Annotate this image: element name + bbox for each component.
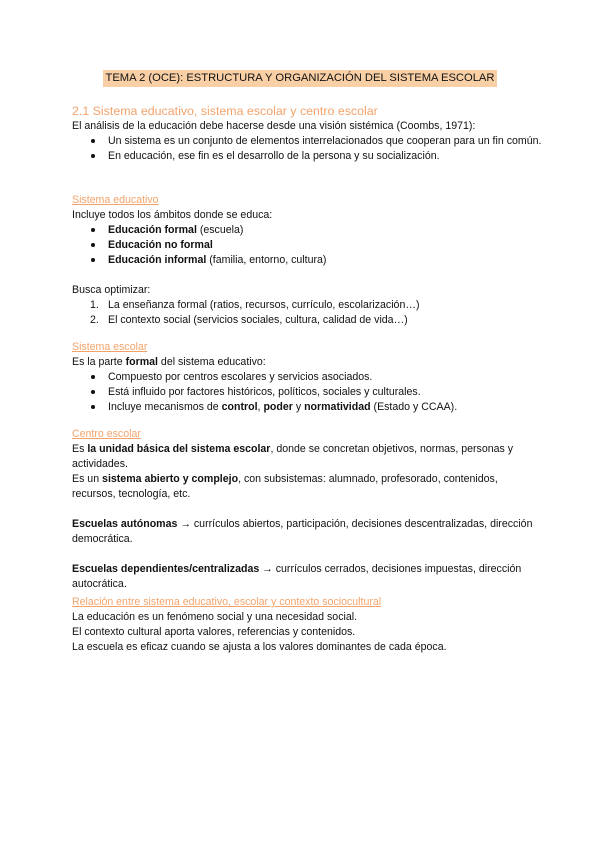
sistema-escolar-section bbox=[72, 340, 542, 415]
relacion-section bbox=[72, 595, 542, 655]
list-item: Incluye mecanismos de control, poder y normatividad (Estado y CCAA). bbox=[72, 400, 542, 415]
subsection-heading: Sistema escolar bbox=[72, 341, 148, 353]
paragraph: Es un sistema abierto y complejo, con subsistemas: alumnado, profesorado, contenidos, recursos, tecnología, etc. bbox=[72, 473, 498, 500]
list-item: Está influido por factores históricos, políticos, sociales y culturales. bbox=[72, 385, 542, 400]
section-heading: 2.1 Sistema educativo, sistema escolar y centro escolar bbox=[72, 104, 378, 118]
paragraph: La escuela es eficaz cuando se ajusta a los valores dominantes de cada época. bbox=[72, 641, 447, 653]
paragraph: Escuelas autónomas → currículos abiertos, participación, decisiones descentralizadas, dirección democrática. bbox=[72, 518, 533, 545]
list-item: 2. El contexto social (servicios sociales, cultura, calidad de vida…) bbox=[90, 314, 408, 326]
paragraph: Busca optimizar: bbox=[72, 284, 151, 296]
list-item: Educación informal (familia, entorno, cultura) bbox=[72, 253, 542, 268]
bullet-list bbox=[72, 134, 542, 164]
paragraph: Es la parte formal del sistema educativo: bbox=[72, 356, 266, 368]
paragraph: Escuelas dependientes/centralizadas → currículos cerrados, decisiones impuestas, dirección autocrática. bbox=[72, 563, 522, 590]
list-item: En educación, ese fin es el desarrollo de la persona y su socialización. bbox=[72, 149, 542, 164]
title-wrap bbox=[0, 70, 600, 87]
sistema-educativo-section bbox=[72, 193, 542, 328]
bullet-list bbox=[72, 223, 542, 268]
paragraph: El contexto cultural aporta valores, referencias y contenidos. bbox=[72, 626, 356, 638]
section-2-1 bbox=[72, 103, 542, 164]
list-item: Educación formal (escuela) bbox=[72, 223, 542, 238]
paragraph: Incluye todos los ámbitos donde se educa: bbox=[72, 209, 273, 221]
list-item: Un sistema es un conjunto de elementos interrelacionados que cooperan para un fin común. bbox=[72, 134, 542, 149]
list-item: 1. La enseñanza formal (ratios, recursos, currículo, escolarización…) bbox=[90, 299, 420, 311]
subsection-heading: Sistema educativo bbox=[72, 194, 159, 206]
numbered-list bbox=[72, 298, 542, 328]
document-title: TEMA 2 (OCE): ESTRUCTURA Y ORGANIZACIÓN DEL SISTEMA ESCOLAR bbox=[103, 70, 498, 87]
bullet-list bbox=[72, 370, 542, 415]
subsection-heading: Centro escolar bbox=[72, 428, 141, 440]
paragraph: La educación es un fenómeno social y una necesidad social. bbox=[72, 611, 358, 623]
paragraph: El análisis de la educación debe hacerse desde una visión sistémica (Coombs, 1971): bbox=[72, 120, 476, 132]
centro-escolar-section bbox=[72, 427, 542, 592]
subsection-heading: Relación entre sistema educativo, escolar y contexto sociocultural bbox=[72, 596, 382, 608]
list-item: Compuesto por centros escolares y servicios asociados. bbox=[72, 370, 542, 385]
paragraph: Es la unidad básica del sistema escolar, donde se concretan objetivos, normas, personas y actividades. bbox=[72, 443, 514, 470]
list-item: Educación no formal bbox=[72, 238, 542, 253]
